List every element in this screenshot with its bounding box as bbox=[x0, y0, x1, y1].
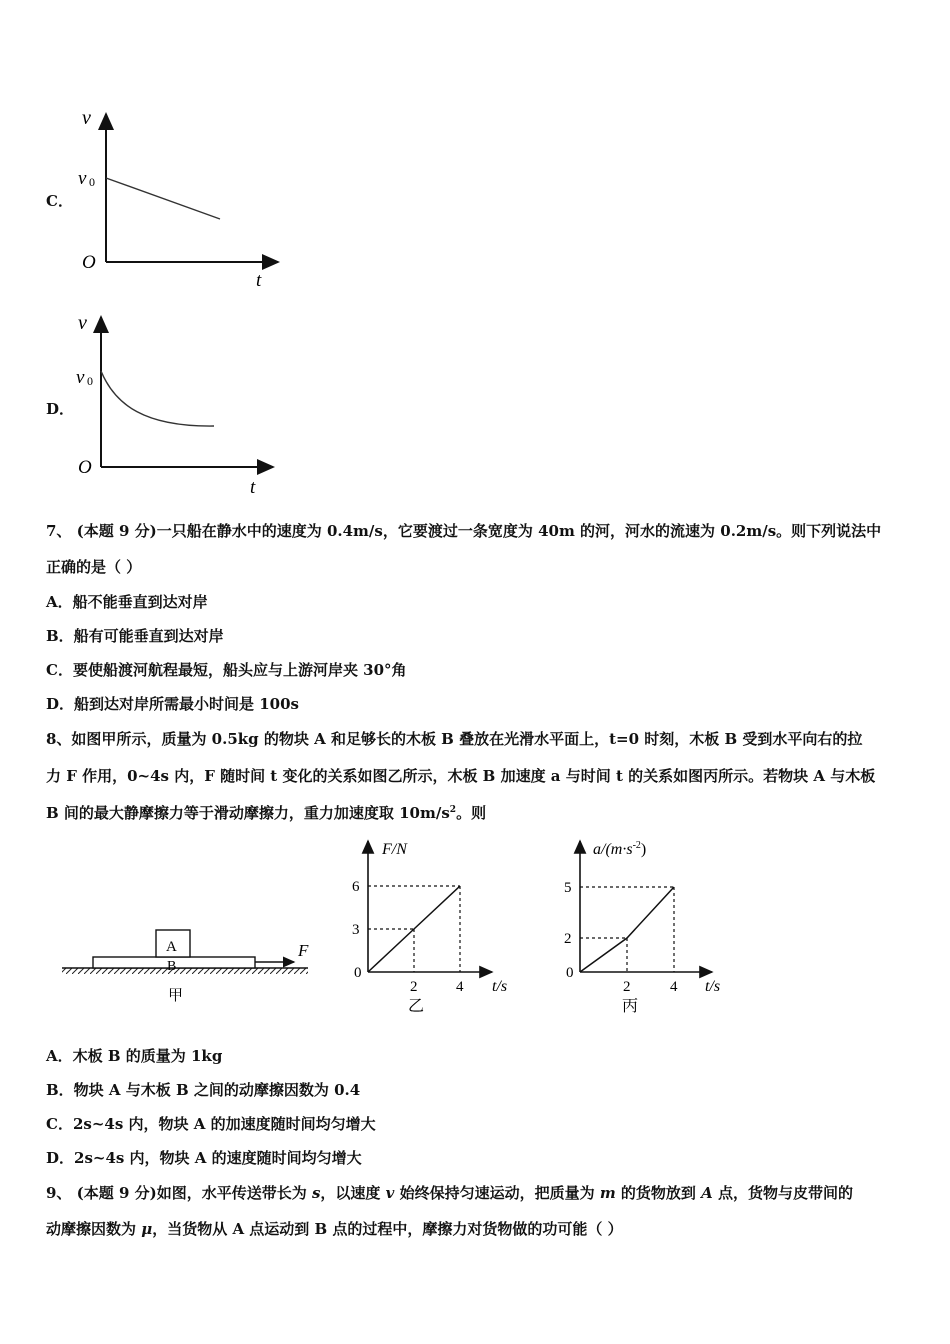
board-b-label: B bbox=[167, 959, 177, 974]
graph-d-v0-label: v bbox=[76, 367, 85, 388]
chart-bing-y-label-close: ) bbox=[640, 841, 647, 858]
q9-text-3: 始终保持匀速运动，把质量为 bbox=[394, 1184, 600, 1202]
q9-text-1: 9、 (本题 9 分)如图，水平传送带长为 bbox=[46, 1184, 312, 1202]
q9-text-7: ，当货物从 A 点运动到 B 点的过程中，摩擦力对货物做的功可能（ ） bbox=[152, 1220, 623, 1238]
chart-yi-y-label bbox=[381, 841, 408, 858]
q9-var-v: v bbox=[385, 1184, 395, 1202]
chart-bing-y-label-text: a/(m·s bbox=[593, 841, 633, 858]
chart-bing-data-line bbox=[580, 887, 674, 972]
q9-var-m: m bbox=[599, 1184, 616, 1202]
q8-option-c: C．2s~4s 内，物块 A 的加速度随时间均匀增大 bbox=[46, 1115, 376, 1133]
q7-option-a: A．船不能垂直到达对岸 bbox=[46, 593, 208, 611]
graph-c-origin: O bbox=[82, 252, 96, 273]
option-c-label: C． bbox=[46, 192, 73, 210]
q8-stem-line3-sup: 2 bbox=[449, 805, 457, 815]
graph-d-v-label: v bbox=[78, 312, 87, 334]
chart-bing-y-tick-label: 5 bbox=[564, 880, 572, 896]
graph-c-line bbox=[106, 178, 220, 219]
block-a-label: A bbox=[166, 939, 177, 955]
q9-text-2: ，以速度 bbox=[320, 1184, 386, 1202]
chart-bing-y-tick-label: 2 bbox=[564, 931, 572, 947]
q9-text-5: 点，货物与皮带间的 bbox=[712, 1184, 854, 1202]
q8-stem-line3-text: B 间的最大静摩擦力等于滑动摩擦力，重力加速度取 10m/s bbox=[46, 804, 450, 822]
graph-c bbox=[70, 100, 290, 295]
graph-c-t-label: t bbox=[256, 270, 262, 291]
graph-c-v-label: v bbox=[82, 107, 91, 129]
graph-d-v0-sub: 0 bbox=[87, 374, 93, 388]
q7-option-b: B．船有可能垂直到达对岸 bbox=[46, 627, 224, 645]
q8-stem-line3 bbox=[46, 802, 486, 823]
chart-yi-y-label-text: F/N bbox=[382, 841, 407, 858]
chart-yi bbox=[340, 835, 530, 1020]
chart-yi-caption: 乙 bbox=[408, 998, 425, 1015]
graph-c-v0-label: v bbox=[78, 168, 87, 189]
chart-bing-x-tick-label: 4 bbox=[670, 979, 678, 995]
q8-stem-line1: 8、如图甲所示，质量为 0.5kg 的物块 A 和足够长的木板 B 叠放在光滑水平面上，t=0 时刻，木板 B 受到水平向右的拉 bbox=[46, 730, 863, 748]
chart-yi-y-tick-label: 6 bbox=[352, 879, 360, 895]
q9-stem-line1 bbox=[46, 1182, 853, 1203]
chart-yi-x-tick-label: 4 bbox=[456, 979, 464, 995]
q7-option-c: C．要使船渡河航程最短，船头应与上游河岸夹 30°角 bbox=[46, 661, 407, 679]
q9-var-a: A bbox=[701, 1184, 713, 1202]
q9-var-mu: μ bbox=[141, 1220, 153, 1238]
q8-option-a: A．木板 B 的质量为 1kg bbox=[46, 1047, 223, 1065]
q8-option-b: B．物块 A 与木板 B 之间的动摩擦因数为 0.4 bbox=[46, 1081, 361, 1099]
q7-stem-line2: 正确的是（ ） bbox=[46, 558, 142, 576]
ground-hatch bbox=[62, 968, 308, 974]
graph-d bbox=[70, 305, 290, 500]
chart-yi-origin: 0 bbox=[354, 965, 362, 981]
q7-stem-line1: 7、 (本题 9 分)一只船在静水中的速度为 0.4m/s，它要渡过一条宽度为 40m 的河，河水的流速为 0.2m/s。则下列说法中 bbox=[46, 522, 882, 540]
q9-text-4: 的货物放到 bbox=[615, 1184, 702, 1202]
q8-stem-line3-end: 。则 bbox=[456, 804, 487, 822]
graph-d-curve bbox=[101, 371, 214, 426]
chart-yi-x-tick-label: 2 bbox=[410, 979, 418, 995]
option-d-label: D． bbox=[46, 400, 75, 418]
chart-bing-x-tick-label: 2 bbox=[623, 979, 631, 995]
graph-d-t-label: t bbox=[250, 477, 256, 498]
chart-yi-y-tick-label: 3 bbox=[352, 922, 360, 938]
q9-stem-line2 bbox=[46, 1218, 623, 1239]
figure-jia bbox=[60, 920, 330, 1010]
q7-option-d: D．船到达对岸所需最小时间是 100s bbox=[46, 695, 299, 713]
chart-bing-x-label: t/s bbox=[705, 978, 721, 995]
graph-d-origin: O bbox=[78, 457, 92, 478]
force-label: F bbox=[298, 941, 309, 960]
q8-option-d: D．2s~4s 内，物块 A 的速度随时间均匀增大 bbox=[46, 1149, 362, 1167]
chart-bing-origin: 0 bbox=[566, 965, 574, 981]
q9-var-s: s bbox=[311, 1184, 321, 1202]
q8-stem-line2: 力 F 作用，0~4s 内，F 随时间 t 变化的关系如图乙所示，木板 B 加速度 a 与时间 t 的关系如图丙所示。若物块 A 与木板 bbox=[46, 767, 876, 785]
q9-text-6: 动摩擦因数为 bbox=[46, 1220, 142, 1238]
chart-bing-caption: 丙 bbox=[622, 998, 639, 1015]
chart-yi-x-label: t/s bbox=[492, 978, 508, 995]
chart-bing-y-label-sup: -2 bbox=[632, 840, 641, 851]
chart-bing-y-label bbox=[593, 840, 646, 858]
chart-bing bbox=[555, 835, 745, 1020]
graph-c-v0-sub: 0 bbox=[89, 175, 95, 189]
figure-jia-caption: 甲 bbox=[168, 988, 184, 1004]
